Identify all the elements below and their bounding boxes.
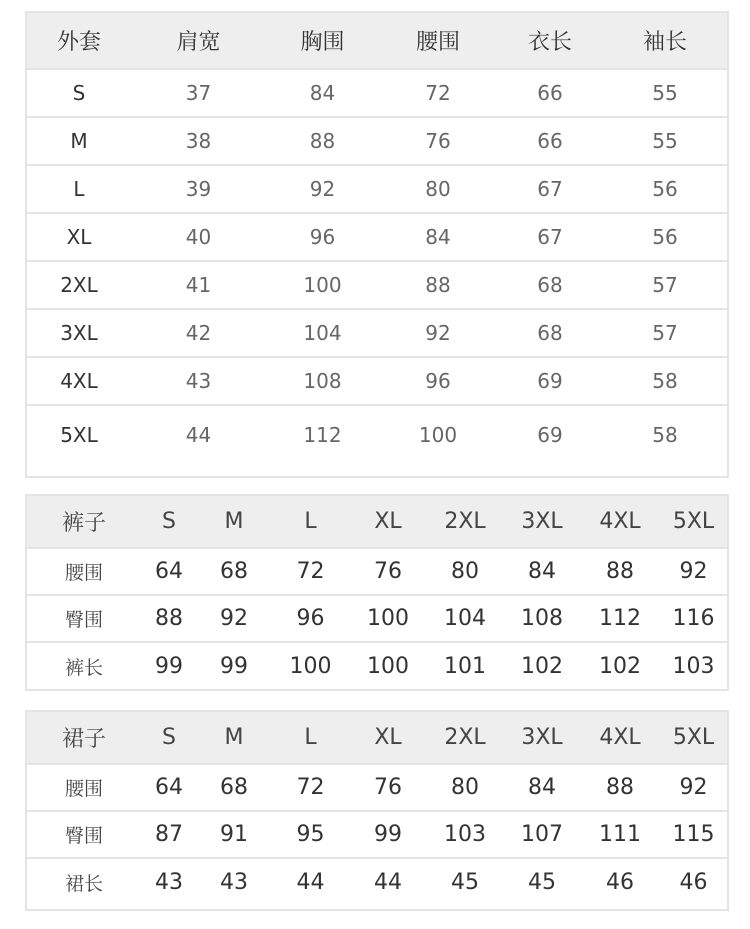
table-row — [27, 859, 727, 906]
table-cell: 88 — [425, 273, 451, 297]
table-cell: 92 — [309, 177, 336, 201]
table-cell: 101 — [444, 654, 486, 679]
table-row — [27, 214, 727, 262]
table-cell: 87 — [155, 822, 183, 847]
measure-label: 腰围 — [64, 778, 103, 800]
header-cell: 2XL — [444, 509, 486, 534]
header-cell: XL — [374, 509, 402, 534]
pants-size-table — [25, 494, 729, 691]
size-label: 3XL — [60, 321, 98, 345]
table-cell: 56 — [652, 177, 678, 201]
table-cell: 68 — [537, 321, 563, 345]
table-cell: 80 — [451, 775, 479, 800]
table-cell: 84 — [528, 559, 556, 584]
table-cell: 99 — [374, 822, 402, 847]
header-cell: 腰围 — [415, 30, 460, 55]
table-cell: 66 — [537, 81, 563, 105]
measure-label: 裙长 — [64, 873, 103, 895]
table-cell: 67 — [537, 177, 563, 201]
table-cell: 44 — [374, 870, 402, 895]
header-cell: XL — [374, 725, 402, 750]
header-cell: L — [304, 509, 317, 534]
table-cell: 46 — [679, 870, 708, 895]
table-cell: 103 — [444, 822, 486, 847]
table-cell: 76 — [374, 559, 402, 584]
table-cell: 88 — [606, 775, 634, 800]
table-cell: 107 — [521, 822, 563, 847]
table-cell: 41 — [185, 273, 212, 297]
table-cell: 112 — [303, 423, 342, 447]
table-row — [27, 70, 727, 118]
skirt-header-row — [27, 712, 727, 765]
table-cell: 95 — [296, 822, 325, 847]
table-cell: 39 — [185, 177, 212, 201]
table-cell: 104 — [303, 321, 342, 345]
table-cell: 84 — [425, 225, 451, 249]
table-cell: 72 — [425, 81, 451, 105]
header-cell: 5XL — [672, 725, 715, 750]
table-row — [27, 358, 727, 406]
table-cell: 72 — [296, 775, 325, 800]
table-row — [27, 596, 727, 643]
table-cell: 96 — [296, 606, 325, 631]
table-row — [27, 812, 727, 859]
table-cell: 68 — [220, 775, 248, 800]
header-cell: 胸围 — [300, 30, 345, 55]
table-cell: 46 — [606, 870, 634, 895]
table-cell: 92 — [425, 321, 451, 345]
size-label: 5XL — [60, 423, 98, 447]
table-cell: 92 — [679, 559, 708, 584]
size-label: 2XL — [60, 273, 98, 297]
table-row — [27, 549, 727, 596]
table-cell: 64 — [155, 775, 183, 800]
table-cell: 100 — [367, 654, 409, 679]
table-cell: 92 — [220, 606, 248, 631]
measure-label: 臀围 — [64, 609, 103, 631]
table-row — [27, 166, 727, 214]
table-cell: 72 — [296, 559, 325, 584]
table-cell: 38 — [185, 129, 212, 153]
jacket-header-row — [27, 13, 727, 70]
table-cell: 88 — [155, 606, 183, 631]
table-cell: 112 — [599, 606, 641, 631]
table-row — [27, 643, 727, 690]
header-cell: 裙子 — [61, 727, 106, 752]
table-cell: 56 — [652, 225, 678, 249]
table-cell: 69 — [537, 423, 563, 447]
header-cell: 3XL — [521, 509, 563, 534]
table-cell: 76 — [425, 129, 451, 153]
table-cell: 57 — [652, 273, 678, 297]
table-cell: 55 — [652, 129, 678, 153]
pants-header-row — [27, 496, 727, 549]
table-cell: 64 — [155, 559, 183, 584]
table-cell: 115 — [672, 822, 715, 847]
measure-label: 腰围 — [64, 562, 103, 584]
table-cell: 42 — [185, 321, 212, 345]
table-cell: 100 — [303, 273, 342, 297]
table-cell: 111 — [599, 822, 641, 847]
table-cell: 37 — [185, 81, 212, 105]
table-cell: 99 — [220, 654, 248, 679]
table-cell: 88 — [309, 129, 336, 153]
header-cell: 3XL — [521, 725, 563, 750]
table-cell: 102 — [521, 654, 563, 679]
table-cell: 58 — [652, 369, 678, 393]
header-cell: 肩宽 — [176, 30, 221, 55]
table-cell: 100 — [418, 423, 458, 447]
table-cell: 66 — [537, 129, 563, 153]
table-cell: 68 — [537, 273, 563, 297]
table-cell: 103 — [672, 654, 715, 679]
size-label: L — [73, 177, 85, 201]
header-cell: 裤子 — [61, 511, 106, 536]
table-row — [27, 765, 727, 812]
table-cell: 68 — [220, 559, 248, 584]
table-cell: 84 — [528, 775, 556, 800]
header-cell: S — [162, 509, 176, 534]
table-cell: 80 — [425, 177, 451, 201]
header-cell: M — [224, 509, 244, 534]
table-cell: 44 — [185, 423, 212, 447]
header-cell: 袖长 — [642, 30, 687, 55]
table-cell: 43 — [220, 870, 248, 895]
header-cell: 外套 — [56, 30, 101, 55]
table-cell: 67 — [537, 225, 563, 249]
table-cell: 45 — [451, 870, 479, 895]
table-row — [27, 118, 727, 166]
table-cell: 91 — [220, 822, 248, 847]
header-cell: S — [162, 725, 176, 750]
table-cell: 69 — [537, 369, 563, 393]
table-cell: 40 — [185, 225, 212, 249]
skirt-size-table — [25, 710, 729, 911]
size-label: 4XL — [60, 369, 98, 393]
table-cell: 88 — [606, 559, 634, 584]
table-cell: 45 — [528, 870, 556, 895]
measure-label: 臀围 — [64, 825, 103, 847]
table-cell: 100 — [367, 606, 409, 631]
table-row — [27, 406, 727, 464]
table-cell: 96 — [425, 369, 451, 393]
table-cell: 102 — [599, 654, 641, 679]
header-cell: 4XL — [599, 725, 641, 750]
table-cell: 44 — [296, 870, 325, 895]
size-label: XL — [66, 225, 92, 249]
table-cell: 108 — [521, 606, 563, 631]
measure-label: 裤长 — [64, 657, 103, 679]
jacket-size-table — [25, 11, 729, 478]
table-cell: 99 — [155, 654, 183, 679]
table-cell: 92 — [679, 775, 708, 800]
table-cell: 76 — [374, 775, 402, 800]
table-cell: 116 — [672, 606, 715, 631]
header-cell: M — [224, 725, 244, 750]
size-label: S — [72, 81, 86, 105]
table-cell: 57 — [652, 321, 678, 345]
table-cell: 55 — [652, 81, 678, 105]
header-cell: 衣长 — [527, 30, 572, 55]
table-cell: 108 — [303, 369, 342, 393]
table-cell: 84 — [309, 81, 336, 105]
table-row — [27, 262, 727, 310]
table-cell: 96 — [309, 225, 336, 249]
table-cell: 80 — [451, 559, 479, 584]
header-cell: L — [304, 725, 317, 750]
table-cell: 43 — [155, 870, 183, 895]
table-cell: 100 — [289, 654, 332, 679]
size-label: M — [70, 129, 88, 153]
header-cell: 4XL — [599, 509, 641, 534]
table-cell: 43 — [185, 369, 212, 393]
table-cell: 58 — [652, 423, 678, 447]
header-cell: 2XL — [444, 725, 486, 750]
table-row — [27, 310, 727, 358]
table-cell: 104 — [444, 606, 486, 631]
header-cell: 5XL — [672, 509, 715, 534]
